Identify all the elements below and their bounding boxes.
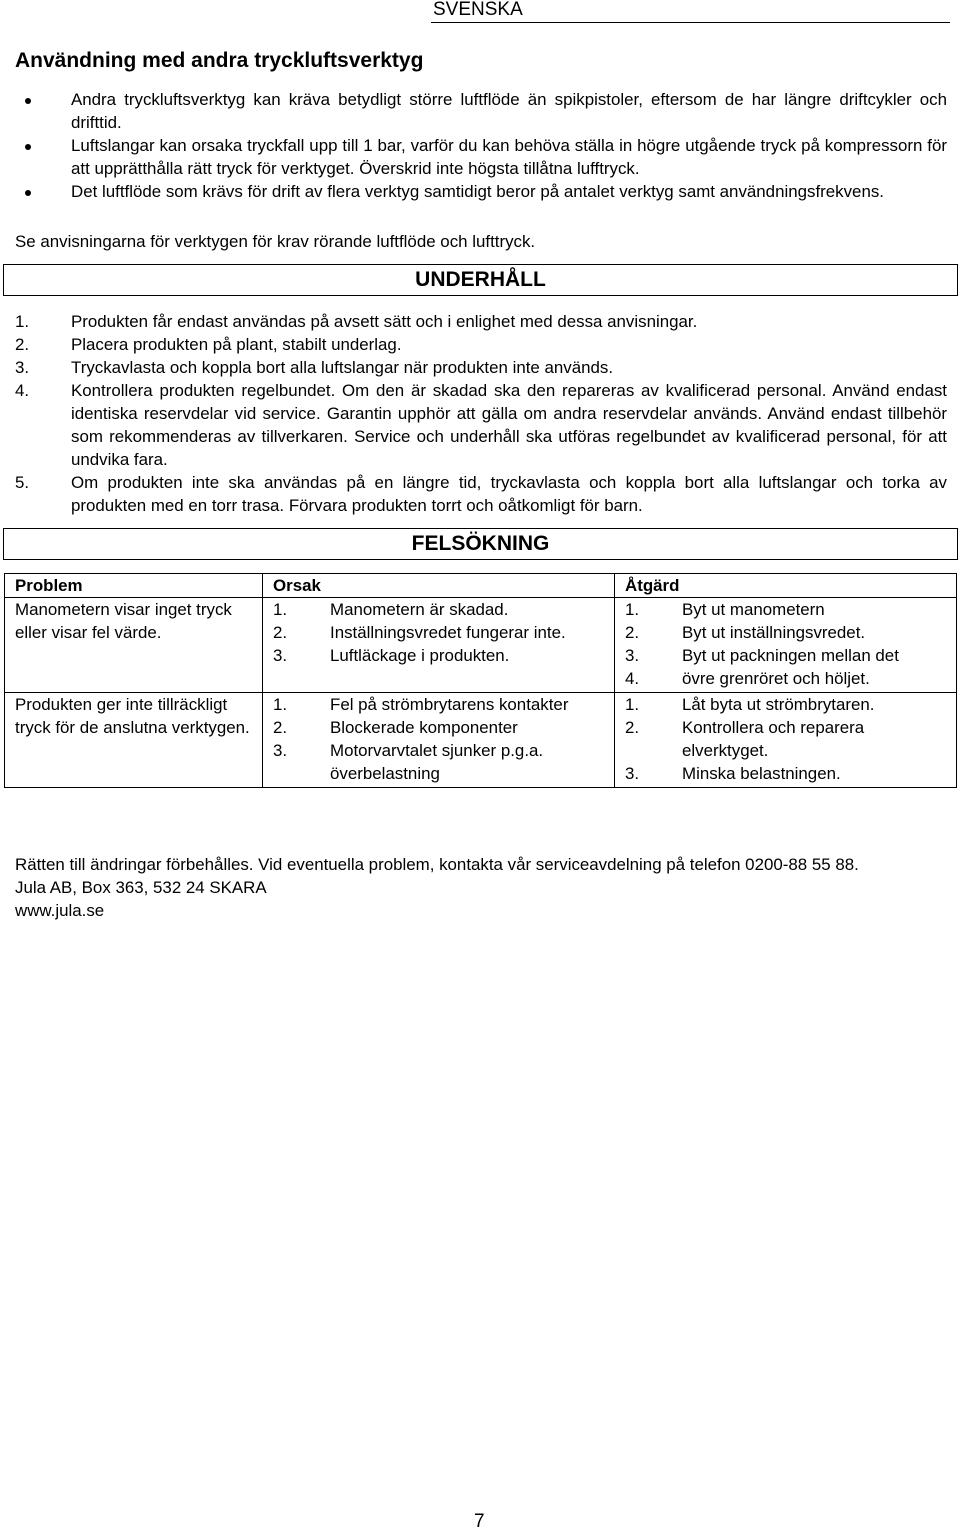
maintenance-step (15, 379, 947, 471)
footer-block (15, 853, 947, 922)
cause-text: Blockerade komponenter (330, 718, 518, 737)
action-number: 2. (625, 623, 640, 642)
action-number: 3. (625, 764, 640, 783)
action-text: Byt ut manometern (682, 600, 825, 619)
column-header-action: Åtgärd (615, 574, 957, 598)
step-number: 1. (15, 312, 30, 331)
action-item (625, 644, 948, 667)
usage-section-title: Användning med andra tryckluftsverktyg (15, 49, 424, 72)
action-item (625, 762, 948, 785)
cause-text: Motorvarvtalet sjunker p.g.a. överbelastning (330, 741, 544, 783)
action-item (625, 598, 948, 621)
bullet-item (15, 180, 947, 203)
maintenance-step (15, 333, 947, 356)
cause-number: 3. (273, 646, 288, 665)
cause-item (273, 644, 606, 667)
bullet-text: Andra tryckluftsverktyg kan kräva betydligt större luftflöde än spikpistoler, eftersom de har längre driftcykler och drifttid. (71, 90, 947, 132)
cause-number: 1. (273, 600, 288, 619)
cause-item (273, 598, 606, 621)
step-text: Kontrollera produkten regelbundet. Om den är skadad ska den repareras av kvalificerad personal. Använd endast identiska reservdelar vid service. Garantin upphör att gälla om andra reservdelar används. Använd endast tillbehör som rekommenderas av tillverkaren. Service och underhåll ska utföras regelbundet av kvalificerad personal, för att undvika fara. (71, 381, 947, 469)
action-text: Låt byta ut strömbrytaren. (682, 695, 875, 714)
cause-number: 2. (273, 623, 288, 642)
cause-number: 1. (273, 695, 288, 714)
cause-list (273, 693, 606, 785)
company-address: Jula AB, Box 363, 532 24 SKARA (15, 878, 267, 897)
troubleshooting-heading: FELSÖKNING (411, 532, 550, 555)
problem-cell: Manometern visar inget tryck eller visar fel värde. (5, 598, 263, 693)
cause-cell (263, 598, 615, 693)
column-header-cause: Orsak (263, 574, 615, 598)
action-item (625, 621, 948, 644)
step-text: Produkten får endast användas på avsett sätt och i enlighet med dessa anvisningar. (71, 312, 698, 331)
action-item (625, 693, 948, 716)
troubleshooting-table (4, 573, 957, 788)
action-number: 2. (625, 718, 640, 737)
action-text: Byt ut packningen mellan det (682, 646, 899, 665)
action-text: övre grenröret och höljet. (682, 669, 870, 688)
usage-note: Se anvisningarna för verktygen för krav rörande luftflöde och lufttryck. (15, 232, 536, 251)
action-text: Byt ut inställningsvredet. (682, 623, 866, 642)
bullet-text: Det luftflöde som krävs för drift av flera verktyg samtidigt beror på antalet verktyg samt användningsfrekvens. (71, 182, 884, 201)
action-item (625, 667, 948, 690)
usage-bullet-list (15, 88, 947, 203)
bullet-dot-icon (25, 190, 31, 196)
step-text: Tryckavlasta och koppla bort alla luftslangar när produkten inte används. (71, 358, 614, 377)
bullet-dot-icon (25, 98, 31, 104)
cause-list (273, 598, 606, 667)
step-number: 2. (15, 335, 30, 354)
header-rule (431, 22, 950, 23)
cause-number: 3. (273, 741, 288, 760)
problem-cell: Produkten ger inte tillräckligt tryck för de anslutna verktygen. (5, 693, 263, 788)
maintenance-steps (15, 310, 947, 517)
website-link[interactable]: www.jula.se (15, 901, 105, 920)
table-row (5, 598, 957, 693)
action-list (625, 598, 948, 690)
step-number: 4. (15, 381, 30, 400)
cause-text: Fel på strömbrytarens kontakter (330, 695, 569, 714)
cause-item (273, 716, 606, 739)
cause-item (273, 739, 606, 785)
cause-number: 2. (273, 718, 288, 737)
action-text: Kontrollera och reparera elverktyget. (682, 718, 865, 760)
maintenance-heading-box (3, 264, 958, 296)
table-row (5, 693, 957, 788)
cause-cell (263, 693, 615, 788)
action-item (625, 716, 948, 762)
bullet-item (15, 134, 947, 180)
action-cell (615, 598, 957, 693)
table-header-row (5, 574, 957, 598)
page-number: 7 (474, 1511, 485, 1532)
step-number: 5. (15, 473, 30, 492)
language-label: SVENSKA (433, 0, 523, 20)
bullet-text: Luftslangar kan orsaka tryckfall upp till 1 bar, varför du kan behöva ställa in högre utgående tryck på kompressorn för att upprätthålla rätt tryck för verktyget. Överskrid inte högsta tillåtna lufftryck. (71, 136, 947, 178)
column-header-problem: Problem (5, 574, 263, 598)
bullet-item (15, 88, 947, 134)
step-text: Placera produkten på plant, stabilt underlag. (71, 335, 402, 354)
rights-notice: Rätten till ändringar förbehålles. Vid eventuella problem, kontakta vår serviceavdelning på telefon 0200-88 55 88. (15, 855, 859, 874)
action-list (625, 693, 948, 785)
action-text: Minska belastningen. (682, 764, 841, 783)
action-number: 4. (625, 669, 640, 688)
cause-item (273, 621, 606, 644)
action-number: 3. (625, 646, 640, 665)
action-number: 1. (625, 600, 640, 619)
action-number: 1. (625, 695, 640, 714)
cause-item (273, 693, 606, 716)
cause-text: Luftläckage i produkten. (330, 646, 510, 665)
troubleshooting-heading-box (3, 528, 958, 560)
maintenance-step (15, 356, 947, 379)
step-text: Om produkten inte ska användas på en längre tid, tryckavlasta och koppla bort alla luftslangar och torka av produkten med en torr trasa. Förvara produkten torrt och oåtkomligt för barn. (71, 473, 947, 515)
bullet-dot-icon (25, 144, 31, 150)
cause-text: Inställningsvredet fungerar inte. (330, 623, 566, 642)
maintenance-step (15, 310, 947, 333)
maintenance-heading: UNDERHÅLL (415, 268, 546, 291)
maintenance-step (15, 471, 947, 517)
step-number: 3. (15, 358, 30, 377)
cause-text: Manometern är skadad. (330, 600, 509, 619)
action-cell (615, 693, 957, 788)
